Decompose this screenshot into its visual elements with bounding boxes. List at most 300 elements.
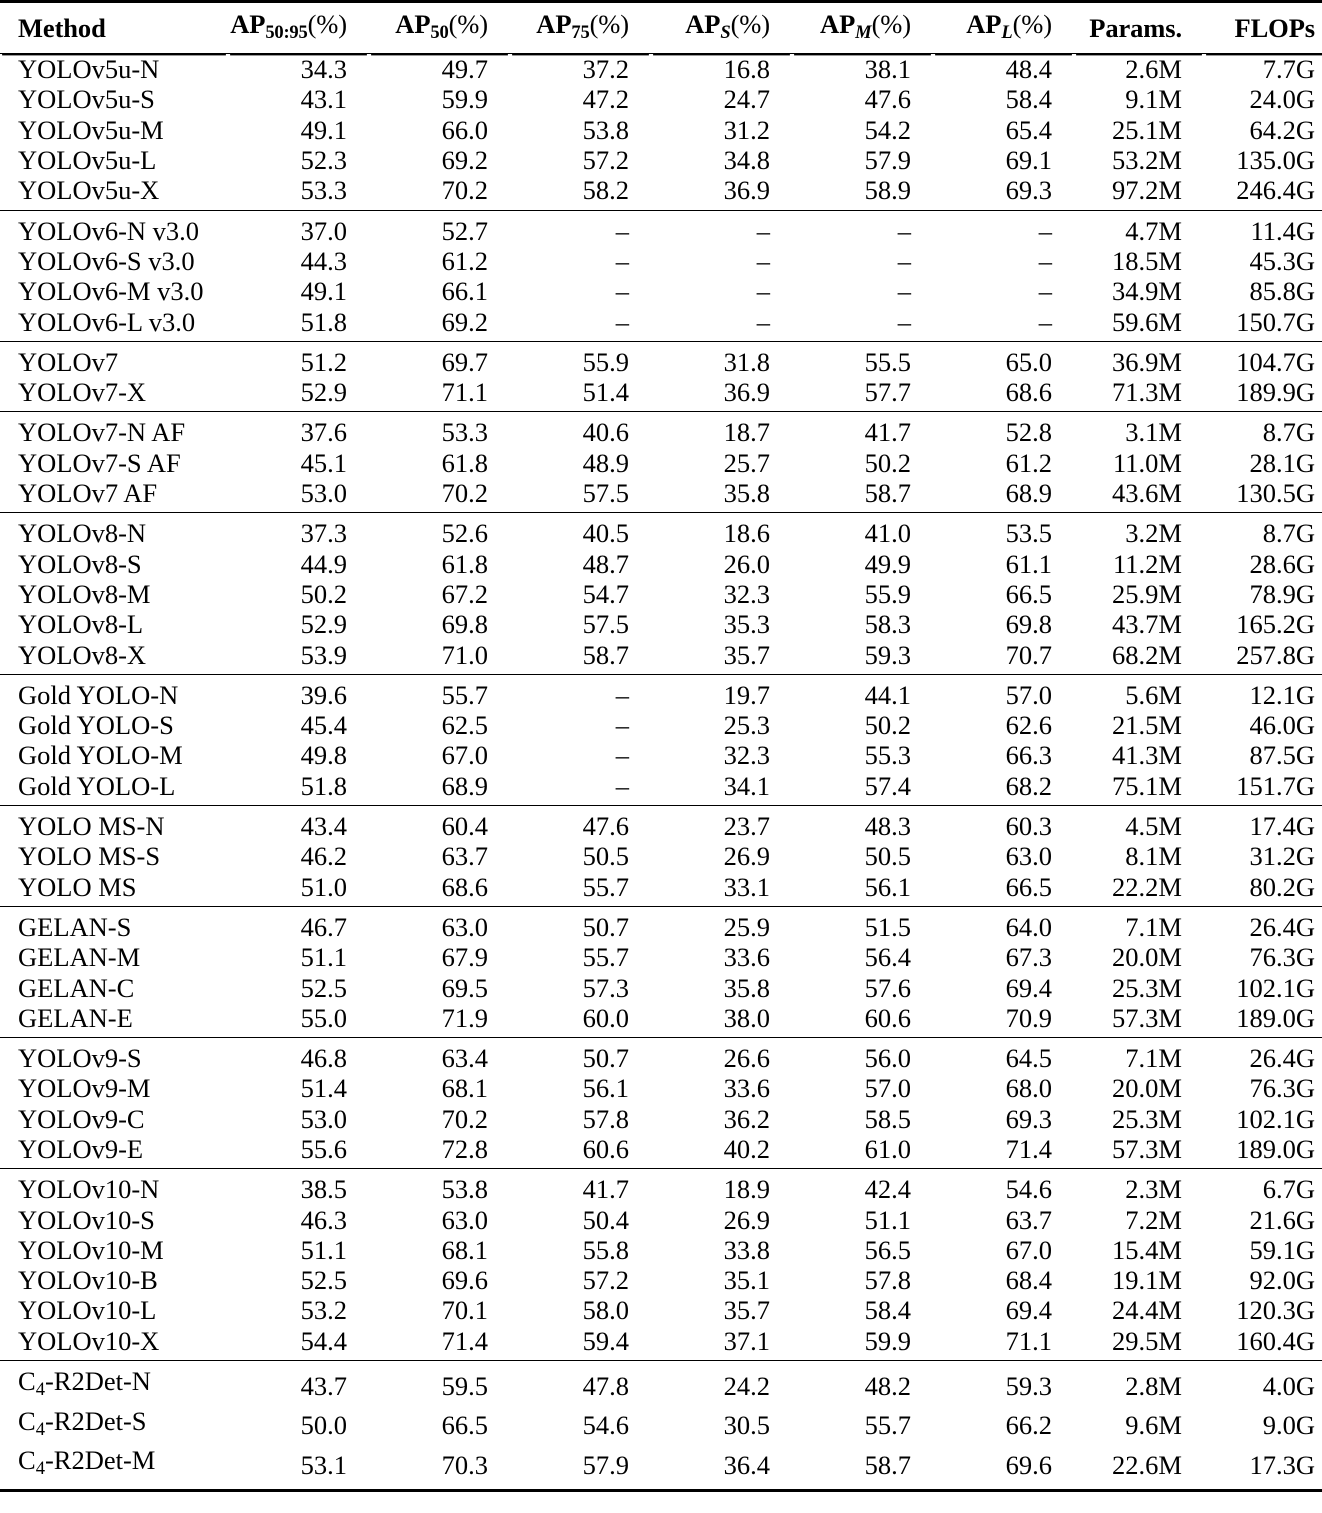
cell-method: YOLO MS-S bbox=[18, 841, 161, 872]
cell-flops: 31.2G bbox=[1249, 841, 1315, 872]
cell-ap50: 59.5 bbox=[369, 1361, 510, 1406]
cell-apL: – bbox=[1038, 306, 1052, 337]
cell-ap50: 67.0 bbox=[441, 740, 488, 771]
cell-ap75: 55.7 bbox=[582, 871, 629, 902]
cell-ap50: 71.0 bbox=[441, 639, 488, 670]
cell-ap50: 69.2 bbox=[441, 145, 488, 176]
cell-params: 4.7M bbox=[1074, 210, 1204, 246]
cell-ap50: 70.1 bbox=[441, 1295, 488, 1326]
table-row bbox=[0, 210, 1322, 246]
cell-ap75: 40.5 bbox=[510, 513, 651, 549]
cell-apS: 31.2 bbox=[723, 114, 770, 145]
cell-apS: 18.6 bbox=[651, 513, 792, 549]
table-row bbox=[0, 906, 1322, 942]
cell-apL: 64.5 bbox=[933, 1038, 1074, 1074]
cell-apM: 61.0 bbox=[864, 1133, 911, 1164]
cell-flops: 102.1G bbox=[1236, 972, 1315, 1003]
cell-flops: 257.8G bbox=[1236, 639, 1315, 670]
cell-ap75: – bbox=[615, 276, 629, 307]
cell-method: YOLOv10-M bbox=[18, 1234, 164, 1265]
cell-ap75: 53.8 bbox=[582, 114, 629, 145]
method-subscript: 4 bbox=[35, 1379, 45, 1401]
column-header-ap-medium bbox=[792, 2, 933, 54]
cell-ap50: 70.2 bbox=[441, 478, 488, 509]
cell-ap50: 66.1 bbox=[441, 276, 488, 307]
cell-ap75: 57.2 bbox=[582, 1265, 629, 1296]
cell-params: 2.8M bbox=[1074, 1361, 1204, 1406]
cell-flops: 59.1G bbox=[1249, 1234, 1315, 1265]
cell-apS: 36.2 bbox=[723, 1103, 770, 1134]
cell-params: 75.1M bbox=[1112, 770, 1182, 801]
cell-ap50: 69.5 bbox=[441, 972, 488, 1003]
cell-flops: 8.7G bbox=[1204, 513, 1322, 549]
cell-ap75: 56.1 bbox=[582, 1073, 629, 1104]
cell-ap75: 51.4 bbox=[582, 377, 629, 408]
cell-ap50: 63.7 bbox=[441, 841, 488, 872]
table-body bbox=[0, 54, 1322, 1490]
cell-ap5095: 54.4 bbox=[300, 1325, 347, 1356]
cell-apM: 56.0 bbox=[792, 1038, 933, 1074]
cell-apM: 57.7 bbox=[864, 377, 911, 408]
method-subscript: 4 bbox=[35, 1418, 45, 1440]
method-prefix: C bbox=[18, 1366, 36, 1397]
cell-apL: 71.4 bbox=[1005, 1133, 1052, 1164]
cell-ap5095: 53.9 bbox=[300, 639, 347, 670]
cell-flops: 26.4G bbox=[1204, 1038, 1322, 1074]
cell-ap50: 67.2 bbox=[441, 578, 488, 609]
cell-ap50: 68.1 bbox=[441, 1234, 488, 1265]
cell-ap5095: 49.1 bbox=[300, 276, 347, 307]
cell-ap75: – bbox=[615, 770, 629, 801]
cell-apL: 48.4 bbox=[1005, 54, 1052, 85]
cell-apM: 50.2 bbox=[864, 710, 911, 741]
column-header-ap-large bbox=[933, 2, 1074, 54]
cell-apM: – bbox=[897, 276, 911, 307]
cell-ap50: 63.4 bbox=[369, 1038, 510, 1074]
cell-apM: 55.3 bbox=[864, 740, 911, 771]
cell-ap50: 68.1 bbox=[441, 1073, 488, 1104]
cell-apM: 56.1 bbox=[864, 871, 911, 902]
cell-params: 41.3M bbox=[1112, 740, 1182, 771]
cell-apS: 24.2 bbox=[651, 1361, 792, 1406]
cell-params: 22.2M bbox=[1112, 871, 1182, 902]
cell-method: YOLOv8-M bbox=[18, 578, 151, 609]
cell-apL: 69.1 bbox=[1005, 145, 1052, 176]
cell-apS: – bbox=[756, 276, 770, 307]
cell-apL: 68.9 bbox=[1005, 478, 1052, 509]
cell-flops: 120.3G bbox=[1236, 1295, 1315, 1326]
table-header-row bbox=[0, 2, 1322, 54]
cell-method: YOLOv9-C bbox=[18, 1103, 145, 1134]
cell-apM: 55.7 bbox=[864, 1410, 911, 1441]
cell-params: 25.9M bbox=[1112, 578, 1182, 609]
cell-ap50: 67.9 bbox=[441, 942, 488, 973]
method-subscript: 4 bbox=[35, 1458, 45, 1480]
cell-ap5095: 39.6 bbox=[228, 674, 369, 710]
ap-label: AP bbox=[536, 9, 572, 39]
cell-params: 29.5M bbox=[1112, 1325, 1182, 1356]
table-row bbox=[0, 246, 1322, 276]
cell-ap5095: 53.0 bbox=[300, 478, 347, 509]
cell-apM: 58.9 bbox=[864, 175, 911, 206]
cell-apS: 36.9 bbox=[723, 377, 770, 408]
table-row bbox=[0, 1073, 1322, 1103]
cell-apS: 32.3 bbox=[723, 740, 770, 771]
percent-label: (%) bbox=[730, 9, 770, 39]
cell-params: 59.6M bbox=[1112, 306, 1182, 337]
cell-apL: 66.3 bbox=[1005, 740, 1052, 771]
cell-flops: 28.6G bbox=[1249, 548, 1315, 579]
cell-ap50: 61.2 bbox=[441, 245, 488, 276]
cell-ap50: 59.9 bbox=[441, 84, 488, 115]
cell-method: YOLO MS bbox=[18, 871, 137, 902]
cell-method: YOLOv6-M v3.0 bbox=[18, 276, 204, 307]
cell-params: 36.9M bbox=[1074, 341, 1204, 377]
cell-method: YOLOv7-X bbox=[18, 377, 147, 408]
cell-apM: 57.0 bbox=[864, 1073, 911, 1104]
table-row bbox=[0, 973, 1322, 1003]
table-row bbox=[0, 1326, 1322, 1361]
cell-params: 9.6M bbox=[1125, 1410, 1182, 1441]
column-header-method: Method bbox=[0, 2, 228, 54]
cell-ap5095: 38.5 bbox=[228, 1169, 369, 1205]
cell-method: YOLOv5u-X bbox=[18, 175, 160, 206]
cell-apS: – bbox=[756, 306, 770, 337]
cell-flops: 26.4G bbox=[1204, 906, 1322, 942]
cell-apL: 54.6 bbox=[933, 1169, 1074, 1205]
cell-apS: 37.1 bbox=[723, 1325, 770, 1356]
cell-apS: 35.3 bbox=[723, 609, 770, 640]
table-row bbox=[0, 1003, 1322, 1038]
cell-flops: 135.0G bbox=[1236, 145, 1315, 176]
cell-ap5095: 44.3 bbox=[300, 245, 347, 276]
cell-apL: 70.7 bbox=[1005, 639, 1052, 670]
cell-apM: 58.7 bbox=[864, 478, 911, 509]
ap-label: AP bbox=[395, 9, 431, 39]
cell-params: 2.6M bbox=[1125, 54, 1182, 85]
cell-apM: 58.4 bbox=[864, 1295, 911, 1326]
cell-ap75: 58.2 bbox=[582, 175, 629, 206]
cell-flops: 151.7G bbox=[1236, 770, 1315, 801]
cell-apS: 35.7 bbox=[723, 639, 770, 670]
cell-ap50: 62.5 bbox=[441, 710, 488, 741]
cell-flops: 21.6G bbox=[1249, 1204, 1315, 1235]
cell-flops: 130.5G bbox=[1236, 478, 1315, 509]
ap-subscript: 75 bbox=[571, 22, 590, 44]
cell-method: YOLOv10-B bbox=[18, 1265, 158, 1296]
table-row bbox=[0, 478, 1322, 513]
cell-apL: 69.3 bbox=[1005, 175, 1052, 206]
cell-apS: 25.9 bbox=[651, 906, 792, 942]
cell-apL: 59.3 bbox=[933, 1361, 1074, 1406]
table-row bbox=[0, 609, 1322, 639]
cell-apS: 26.9 bbox=[723, 1204, 770, 1235]
cell-method: YOLOv9-E bbox=[18, 1133, 144, 1164]
cell-apM: 49.9 bbox=[864, 548, 911, 579]
table-row bbox=[0, 84, 1322, 114]
cell-apL: – bbox=[1038, 245, 1052, 276]
cell-ap50: 53.8 bbox=[369, 1169, 510, 1205]
cell-method: YOLOv5u-M bbox=[18, 114, 164, 145]
cell-ap5095: 43.7 bbox=[228, 1361, 369, 1406]
table-row bbox=[0, 640, 1322, 675]
cell-apM: 58.7 bbox=[792, 1445, 933, 1490]
cell-params: 2.3M bbox=[1074, 1169, 1204, 1205]
cell-apL: 65.4 bbox=[1005, 114, 1052, 145]
cell-apS: 30.5 bbox=[723, 1410, 770, 1441]
table-row bbox=[0, 674, 1322, 710]
table-row bbox=[0, 307, 1322, 342]
cell-ap50: 71.4 bbox=[441, 1325, 488, 1356]
cell-ap75: 50.7 bbox=[510, 1038, 651, 1074]
cell-flops: 11.4G bbox=[1204, 210, 1322, 246]
cell-apL: 69.4 bbox=[1005, 1295, 1052, 1326]
cell-apL: 66.2 bbox=[1005, 1410, 1052, 1441]
cell-method: YOLOv10-N bbox=[0, 1169, 228, 1205]
cell-method: YOLOv5u-S bbox=[18, 84, 155, 115]
cell-apL: 68.6 bbox=[1005, 377, 1052, 408]
cell-method: GELAN-E bbox=[18, 1002, 133, 1033]
cell-ap5095: 52.5 bbox=[300, 972, 347, 1003]
cell-ap50: 70.3 bbox=[369, 1445, 510, 1490]
cell-flops: 92.0G bbox=[1249, 1265, 1315, 1296]
cell-apM: 41.7 bbox=[792, 412, 933, 448]
cell-ap75: 57.5 bbox=[582, 609, 629, 640]
cell-ap50: 66.5 bbox=[441, 1410, 488, 1441]
method-prefix: C bbox=[18, 1445, 36, 1476]
cell-flops: 64.2G bbox=[1249, 114, 1315, 145]
cell-ap50: 61.8 bbox=[441, 447, 488, 478]
cell-ap5095: 51.0 bbox=[300, 871, 347, 902]
cell-ap50: 66.0 bbox=[441, 114, 488, 145]
cell-apM: 50.5 bbox=[864, 841, 911, 872]
ap-label: AP bbox=[685, 9, 721, 39]
cell-method bbox=[0, 1445, 228, 1490]
cell-ap50: 60.4 bbox=[369, 806, 510, 842]
cell-ap50: 69.7 bbox=[369, 341, 510, 377]
cell-apL: 66.5 bbox=[1005, 578, 1052, 609]
cell-params: 19.1M bbox=[1112, 1265, 1182, 1296]
percent-label: (%) bbox=[1012, 9, 1052, 39]
cell-apS: 31.8 bbox=[651, 341, 792, 377]
cell-ap75: 55.7 bbox=[582, 942, 629, 973]
cell-apM: 59.3 bbox=[864, 639, 911, 670]
cell-apM: 56.4 bbox=[864, 942, 911, 973]
cell-flops: 7.7G bbox=[1262, 54, 1315, 85]
cell-apS: 33.8 bbox=[723, 1234, 770, 1265]
table-row bbox=[0, 1265, 1322, 1295]
cell-apS: 25.7 bbox=[723, 447, 770, 478]
cell-method: Gold YOLO-M bbox=[18, 740, 183, 771]
cell-apL: 65.0 bbox=[933, 341, 1074, 377]
cell-ap5095: 53.0 bbox=[300, 1103, 347, 1134]
cell-method bbox=[0, 1361, 228, 1406]
cell-apL: 69.4 bbox=[1005, 972, 1052, 1003]
cell-method: YOLOv5u-L bbox=[18, 145, 157, 176]
cell-ap5095: 52.5 bbox=[300, 1265, 347, 1296]
cell-ap75: 48.7 bbox=[582, 548, 629, 579]
cell-apM: 58.5 bbox=[864, 1103, 911, 1134]
cell-method: YOLOv6-L v3.0 bbox=[18, 306, 196, 337]
cell-apM: – bbox=[897, 306, 911, 337]
cell-flops: 78.9G bbox=[1249, 578, 1315, 609]
cell-ap5095: 51.1 bbox=[300, 1234, 347, 1265]
cell-apS: 35.8 bbox=[723, 972, 770, 1003]
cell-apL: 67.3 bbox=[1005, 942, 1052, 973]
cell-params: 7.1M bbox=[1074, 906, 1204, 942]
cell-method: YOLOv7 AF bbox=[18, 478, 158, 509]
cell-apL: 64.0 bbox=[933, 906, 1074, 942]
cell-method: YOLOv8-N bbox=[0, 513, 228, 549]
table-row bbox=[0, 579, 1322, 609]
cell-ap5095: 52.9 bbox=[300, 609, 347, 640]
cell-params: 3.1M bbox=[1074, 412, 1204, 448]
cell-apM: 47.6 bbox=[864, 84, 911, 115]
cell-ap50: 70.2 bbox=[441, 1103, 488, 1134]
cell-ap75: 60.0 bbox=[582, 1002, 629, 1033]
cell-method: YOLOv5u-N bbox=[18, 54, 160, 85]
column-header-ap50-95 bbox=[228, 2, 369, 54]
cell-apS: 36.4 bbox=[651, 1445, 792, 1490]
method-suffix: -R2Det-M bbox=[44, 1445, 156, 1476]
method-suffix: -R2Det-N bbox=[44, 1366, 151, 1397]
table-row bbox=[0, 115, 1322, 145]
cell-method: YOLOv6-N v3.0 bbox=[0, 210, 228, 246]
cell-ap5095: 46.3 bbox=[300, 1204, 347, 1235]
cell-params: 18.5M bbox=[1112, 245, 1182, 276]
cell-apL: 66.5 bbox=[1005, 871, 1052, 902]
cell-method: YOLOv9-M bbox=[18, 1073, 151, 1104]
cell-params: 15.4M bbox=[1112, 1234, 1182, 1265]
cell-apL: 63.7 bbox=[1005, 1204, 1052, 1235]
table-header bbox=[0, 2, 1322, 54]
cell-params: 4.5M bbox=[1074, 806, 1204, 842]
ap-label: AP bbox=[820, 9, 856, 39]
cell-ap75: 60.6 bbox=[582, 1133, 629, 1164]
cell-ap5095: 53.2 bbox=[300, 1295, 347, 1326]
percent-label: (%) bbox=[307, 9, 347, 39]
cell-params: 20.0M bbox=[1112, 942, 1182, 973]
cell-ap50: 69.8 bbox=[441, 609, 488, 640]
cell-ap5095: 37.3 bbox=[228, 513, 369, 549]
cell-apS: 16.8 bbox=[723, 54, 770, 85]
cell-apS: 34.8 bbox=[723, 145, 770, 176]
cell-apL: 71.1 bbox=[1005, 1325, 1052, 1356]
cell-apS: 18.9 bbox=[651, 1169, 792, 1205]
cell-flops: 4.0G bbox=[1204, 1361, 1322, 1406]
cell-apL: 57.0 bbox=[933, 674, 1074, 710]
cell-apS: 35.8 bbox=[723, 478, 770, 509]
cell-apL: 62.6 bbox=[1005, 710, 1052, 741]
cell-apL: 69.8 bbox=[1005, 609, 1052, 640]
cell-ap5095: 51.8 bbox=[300, 306, 347, 337]
cell-method: GELAN-C bbox=[18, 972, 135, 1003]
cell-method: YOLOv9-S bbox=[0, 1038, 228, 1074]
cell-apS: 25.3 bbox=[723, 710, 770, 741]
cell-ap5095: 53.1 bbox=[228, 1445, 369, 1490]
cell-ap75: 57.8 bbox=[582, 1103, 629, 1134]
cell-ap75: 37.2 bbox=[582, 54, 629, 85]
cell-method: Gold YOLO-L bbox=[18, 770, 176, 801]
cell-apS: 40.2 bbox=[723, 1133, 770, 1164]
cell-ap75: 47.8 bbox=[510, 1361, 651, 1406]
cell-apL: 68.0 bbox=[1005, 1073, 1052, 1104]
cell-apM: 59.9 bbox=[864, 1325, 911, 1356]
cell-apL: 67.0 bbox=[1005, 1234, 1052, 1265]
ap-subscript: M bbox=[855, 22, 872, 44]
cell-ap75: 50.4 bbox=[582, 1204, 629, 1235]
cell-flops: 6.7G bbox=[1204, 1169, 1322, 1205]
cell-ap75: – bbox=[615, 740, 629, 771]
table-row bbox=[0, 806, 1322, 842]
cell-ap75: 57.5 bbox=[582, 478, 629, 509]
cell-flops: 189.0G bbox=[1236, 1133, 1315, 1164]
cell-ap50: 61.8 bbox=[441, 548, 488, 579]
cell-method: Gold YOLO-N bbox=[0, 674, 228, 710]
table-row bbox=[0, 175, 1322, 210]
table-row bbox=[0, 771, 1322, 806]
table-row bbox=[0, 1445, 1322, 1490]
cell-apL: 68.2 bbox=[1005, 770, 1052, 801]
table-row bbox=[0, 1361, 1322, 1406]
cell-apL: 60.3 bbox=[933, 806, 1074, 842]
cell-ap75: 57.9 bbox=[510, 1445, 651, 1490]
cell-ap50: 68.9 bbox=[441, 770, 488, 801]
cell-ap5095: 52.3 bbox=[300, 145, 347, 176]
cell-apM: 44.1 bbox=[792, 674, 933, 710]
cell-ap50: 52.7 bbox=[369, 210, 510, 246]
cell-params: 57.3M bbox=[1112, 1002, 1182, 1033]
cell-ap50: 69.6 bbox=[441, 1265, 488, 1296]
table-row bbox=[0, 841, 1322, 871]
cell-ap75: 55.9 bbox=[510, 341, 651, 377]
cell-params: 11.0M bbox=[1113, 447, 1182, 478]
ap-subscript: 50 bbox=[430, 22, 449, 44]
cell-method: YOLOv8-X bbox=[18, 639, 147, 670]
cell-apM: 51.5 bbox=[792, 906, 933, 942]
cell-ap5095: 51.1 bbox=[300, 942, 347, 973]
cell-params: 25.3M bbox=[1112, 1103, 1182, 1134]
cell-ap50: 63.0 bbox=[369, 906, 510, 942]
table-row bbox=[0, 710, 1322, 740]
cell-method: Gold YOLO-S bbox=[18, 710, 174, 741]
cell-params: 21.5M bbox=[1112, 710, 1182, 741]
cell-apS: 19.7 bbox=[651, 674, 792, 710]
cell-apL: 53.5 bbox=[933, 513, 1074, 549]
cell-method: YOLOv10-L bbox=[18, 1295, 157, 1326]
cell-ap5095: 46.8 bbox=[228, 1038, 369, 1074]
cell-ap5095: 50.2 bbox=[300, 578, 347, 609]
cell-apM: – bbox=[897, 245, 911, 276]
cell-flops: 80.2G bbox=[1249, 871, 1315, 902]
cell-method: GELAN-M bbox=[18, 942, 141, 973]
cell-ap75: 59.4 bbox=[582, 1325, 629, 1356]
table-row bbox=[0, 1169, 1322, 1205]
cell-params: 11.2M bbox=[1113, 548, 1182, 579]
cell-apM: 60.6 bbox=[864, 1002, 911, 1033]
cell-ap5095: 55.0 bbox=[300, 1002, 347, 1033]
table-row bbox=[0, 740, 1322, 770]
cell-flops: 246.4G bbox=[1236, 175, 1315, 206]
cell-apM: 57.4 bbox=[864, 770, 911, 801]
cell-method: GELAN-S bbox=[0, 906, 228, 942]
cell-method: YOLOv6-S v3.0 bbox=[18, 245, 195, 276]
cell-apL: – bbox=[1038, 276, 1052, 307]
cell-ap75: – bbox=[510, 674, 651, 710]
cell-apM: 41.0 bbox=[792, 513, 933, 549]
cell-ap5095: 37.6 bbox=[228, 412, 369, 448]
cell-ap50: 63.0 bbox=[441, 1204, 488, 1235]
